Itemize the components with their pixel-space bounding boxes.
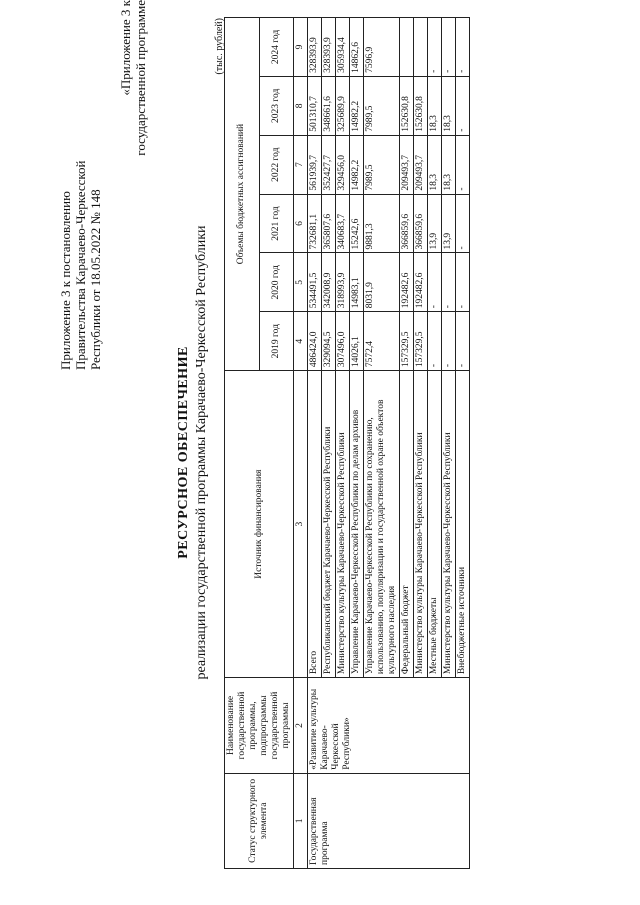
value-cell: - [456,253,470,312]
column-number: 1 [294,773,308,868]
source-cell: Министерство культуры Карачаево-Черкесской Республики [336,371,350,678]
source-cell: Республиканский бюджет Карачаево-Черкесской Республики [322,371,336,678]
value-cell: 7989,5 [364,135,400,194]
table-row [308,18,322,869]
value-cell: 14982,2 [350,76,364,135]
appendix-line: Республики от 18.05.2022 № 148 [88,189,103,370]
column-number: 8 [294,76,308,135]
program-name-cell: «Развитие культуры Карачаево-Черкесской Республики» [308,678,470,774]
value-cell: 561939,7 [308,135,322,194]
appendix-line: «Приложение 3 к [118,0,133,96]
value-cell: 209493,7 [414,135,428,194]
resource-table [224,17,470,869]
value-cell: 157329,5 [414,312,428,371]
value-cell: 8031,9 [364,253,400,312]
value-cell: 18,3 [428,76,442,135]
header-status: Статус структурного элемента [225,773,294,868]
unit-label: (тыс. рублей) [214,18,225,75]
value-cell: 13,9 [442,194,456,253]
value-cell: 307496,0 [336,312,350,371]
source-cell: Министерство культуры Карачаево-Черкесской Республики [442,371,456,678]
column-number: 7 [294,135,308,194]
value-cell: - [442,253,456,312]
value-cell: 365807,6 [322,194,336,253]
value-cell: 9881,3 [364,194,400,253]
value-cell: 329094,5 [322,312,336,371]
value-cell: 328393,9 [308,18,322,77]
source-cell: Внебюджетные источники [456,371,470,678]
value-cell: 342008,9 [322,253,336,312]
header-year: 2024 год [259,18,294,77]
value-cell: 534491,5 [308,253,322,312]
source-cell: Министерство культуры Карачаево-Черкесской Республики [414,371,428,678]
value-cell: - [456,76,470,135]
source-cell: Управление Карачаево-Черкесской Республики по сохранению, использованию, популяризации и государственной охране объектов культурного наследия [364,371,400,678]
header-volumes: Объемы бюджетных ассигнований [225,18,260,371]
value-cell: 18,3 [442,76,456,135]
value-cell: 318993,9 [336,253,350,312]
value-cell: 7572,4 [364,312,400,371]
value-cell: - [428,18,442,77]
value-cell: 157329,5 [400,312,414,371]
value-cell: 7596,9 [364,18,400,77]
column-number: 6 [294,194,308,253]
value-cell: 152630,8 [414,76,428,135]
value-cell: - [456,135,470,194]
value-cell: - [428,312,442,371]
value-cell: - [456,18,470,77]
status-cell: Государственная программа [308,773,470,868]
source-cell: Управление Карачаево-Черкесской Республики по делам архивов [350,371,364,678]
value-cell: 18,3 [428,135,442,194]
value-cell: 7989,5 [364,76,400,135]
value-cell: 486424,0 [308,312,322,371]
value-cell: 340683,7 [336,194,350,253]
value-cell: - [456,194,470,253]
column-number: 2 [294,678,308,774]
document-title: РЕСУРСНОЕ ОБЕСПЕЧЕНИЕ [176,346,191,559]
value-cell: 192482,6 [414,253,428,312]
value-cell: - [428,253,442,312]
value-cell: 192482,6 [400,253,414,312]
value-cell: 501310,7 [308,76,322,135]
appendix-header [58,70,103,370]
value-cell: - [456,312,470,371]
appendix-line: Приложение 3 к постановлению [58,191,73,370]
value-cell: 352427,7 [322,135,336,194]
value-cell: 14862,6 [350,18,364,77]
value-cell: 329456,0 [336,135,350,194]
document-subtitle: реализации государственной программы Карачаево-Черкесской Республики [194,225,209,680]
header-year: 2022 год [259,135,294,194]
value-cell: 732681,1 [308,194,322,253]
source-cell: Местные бюджеты [428,371,442,678]
value-cell: 14026,1 [350,312,364,371]
appendix-line: Правительства Карачаево-Черкесской [73,160,88,370]
value-cell: 14983,1 [350,253,364,312]
column-number: 5 [294,253,308,312]
value-cell: 152630,8 [400,76,414,135]
value-cell [414,18,428,77]
value-cell: 15242,6 [350,194,364,253]
value-cell: 325689,9 [336,76,350,135]
source-cell: Федеральный бюджет [400,371,414,678]
value-cell: - [442,312,456,371]
appendix-line: государственной программе [133,0,148,156]
value-cell: 209493,7 [400,135,414,194]
value-cell: 366859,6 [400,194,414,253]
value-cell: 366859,6 [414,194,428,253]
header-year: 2019 год [259,312,294,371]
value-cell: 18,3 [442,135,456,194]
value-cell [400,18,414,77]
appendix-header-2 [118,0,148,260]
header-year: 2021 год [259,194,294,253]
value-cell: 348661,6 [322,76,336,135]
value-cell: 328393,9 [322,18,336,77]
value-cell: 13,9 [428,194,442,253]
header-year: 2020 год [259,253,294,312]
header-year: 2023 год [259,76,294,135]
value-cell: 305934,4 [336,18,350,77]
column-number: 4 [294,312,308,371]
column-number: 3 [294,371,308,678]
header-source: Источник финансирования [225,371,294,678]
column-number: 9 [294,18,308,77]
value-cell: - [442,18,456,77]
header-program-name: Наименование государственной программы, подпрограммы государственной программы [225,678,294,774]
value-cell: 14982,2 [350,135,364,194]
source-cell: Всего [308,371,322,678]
